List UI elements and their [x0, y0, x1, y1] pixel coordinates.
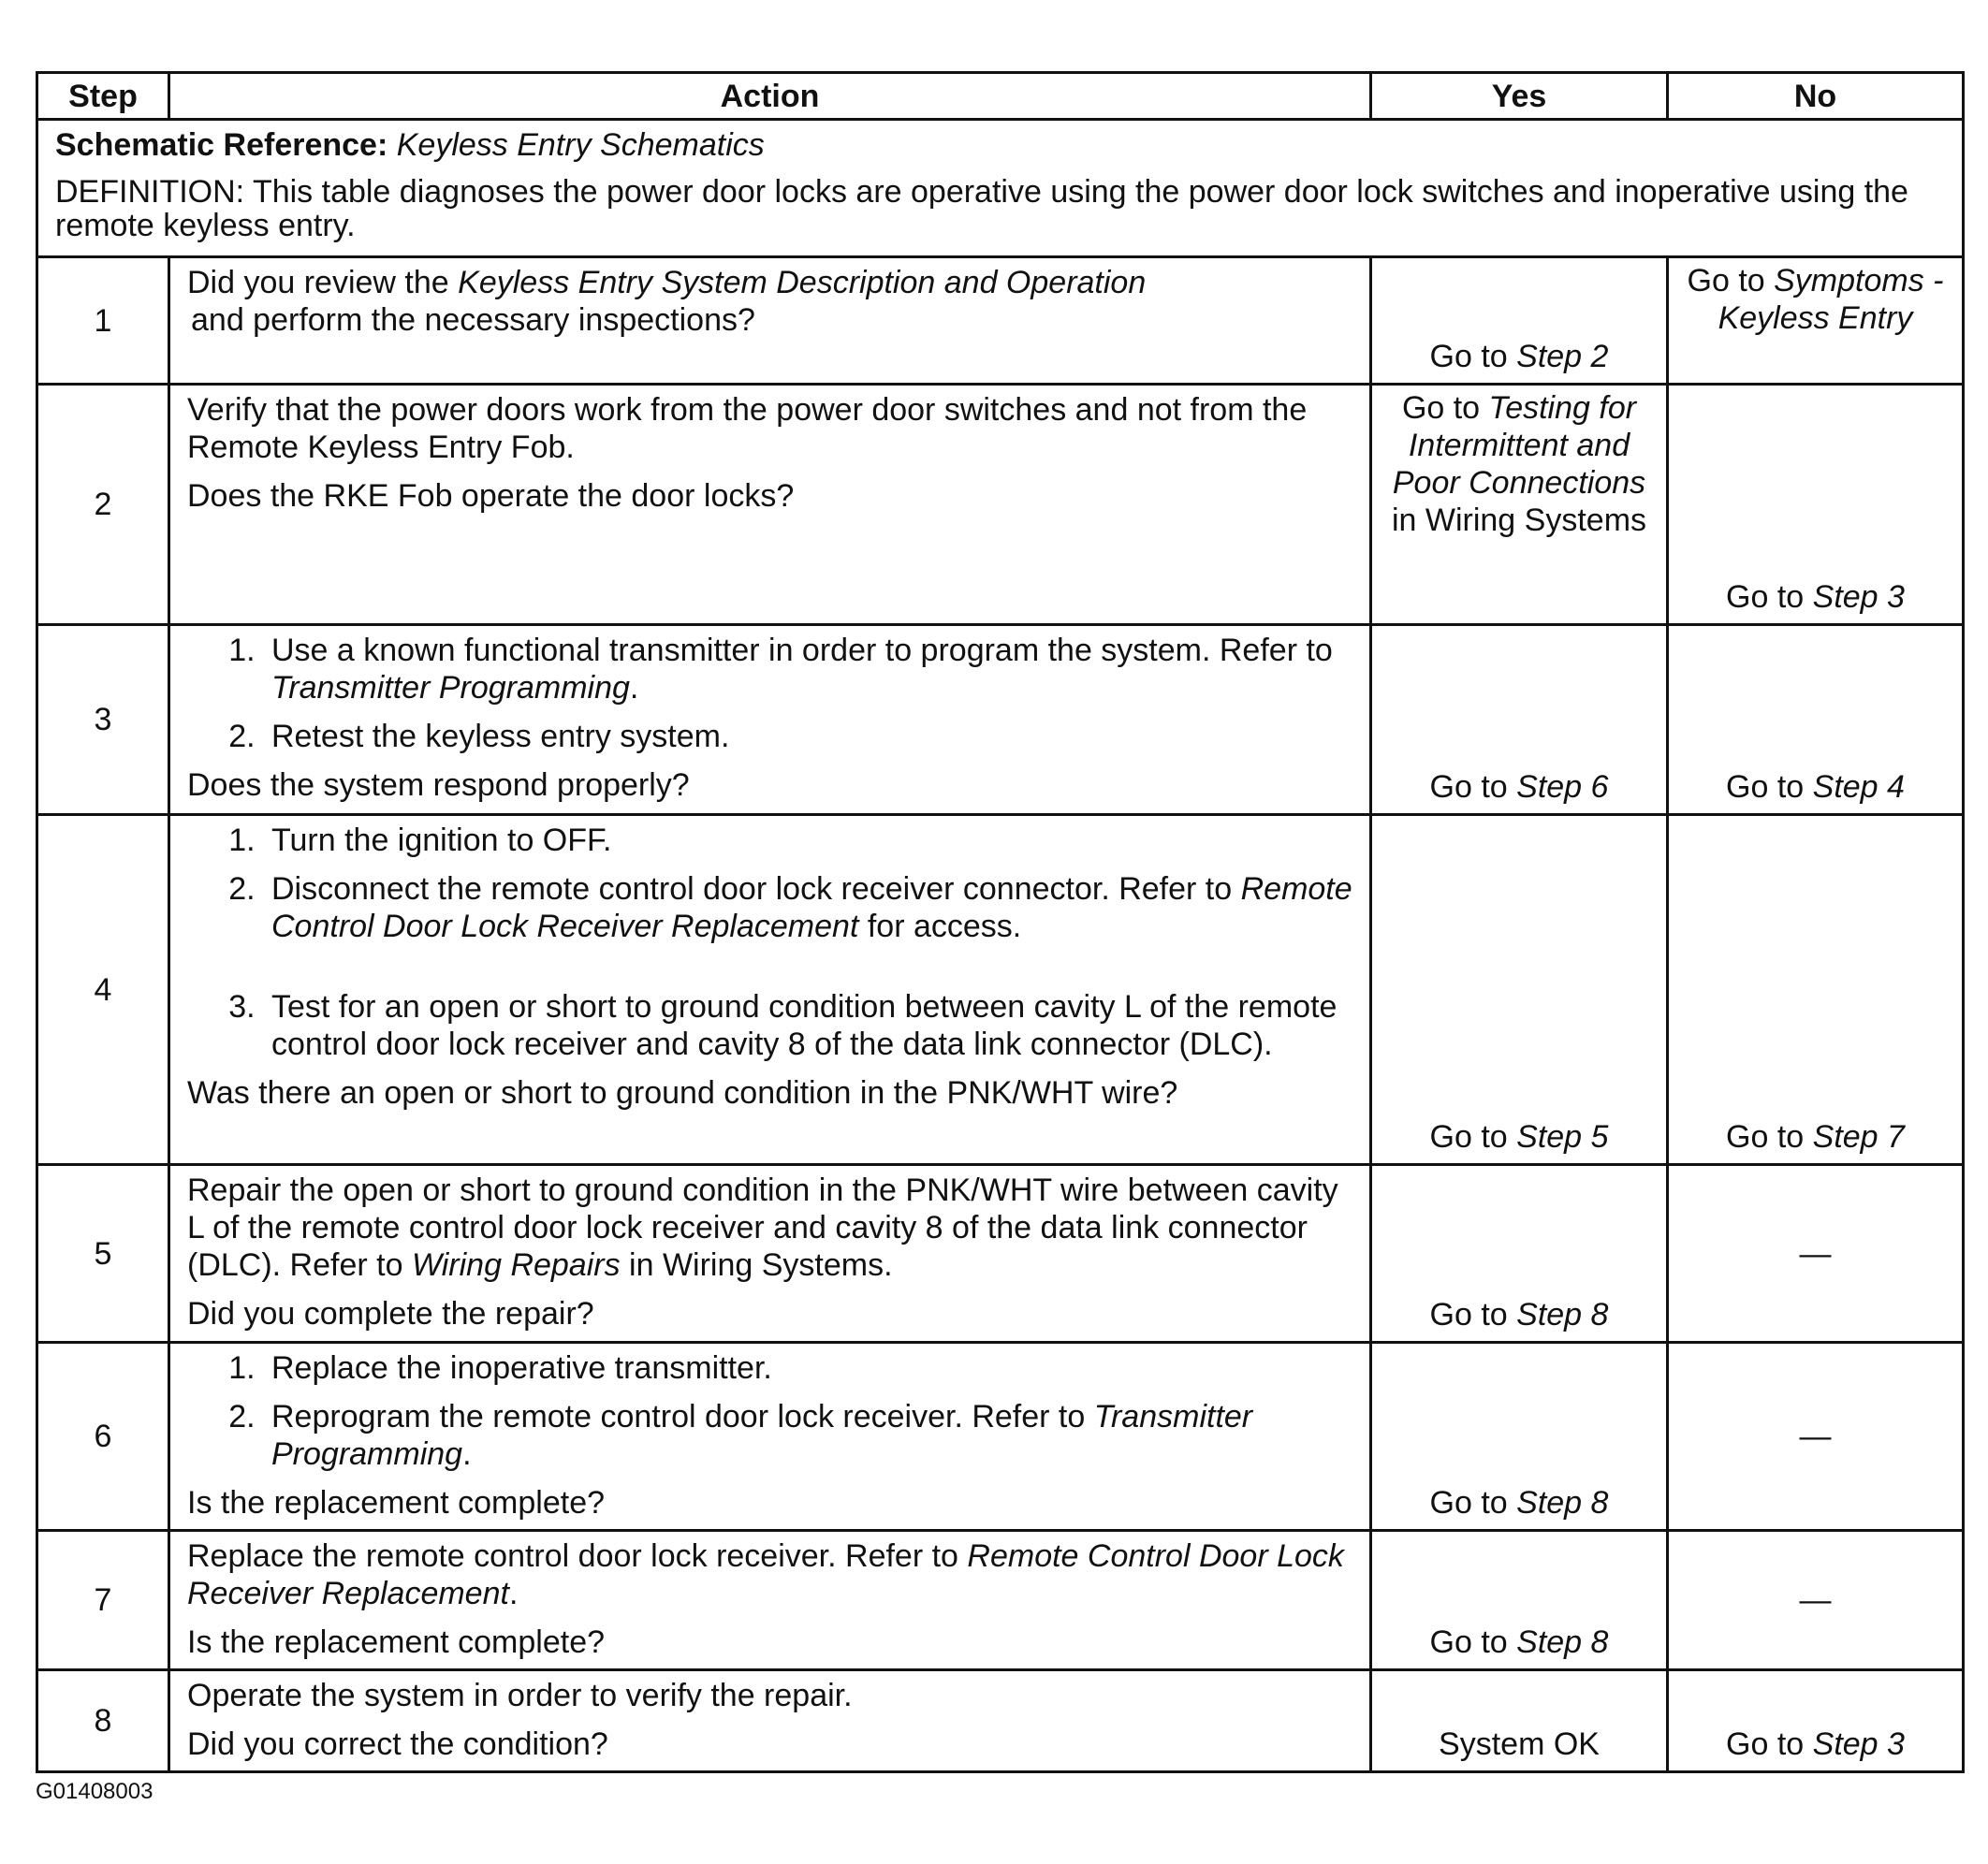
yes-cell [1371, 385, 1668, 625]
action-text-main: Repair the open or short to ground condition in the PNK/WHT wire between cavity L of the remote control door lock receiver and cavity 8 of the data link connector (DLC). Refer to [187, 1172, 1338, 1283]
action-question: Did you complete the repair? [187, 1296, 594, 1332]
action-question: Did you correct the condition? [187, 1726, 608, 1762]
no-step-link[interactable]: Step 4 [1812, 769, 1905, 805]
list-item-end: for access. [858, 909, 1022, 944]
no-prefix: Go to [1687, 263, 1775, 299]
step-number: 1 [37, 257, 169, 385]
list-item [264, 1398, 1358, 1473]
yes-testing-link[interactable]: Testing for Intermittent and Poor Connections [1392, 390, 1646, 501]
no-step-link[interactable]: Step 3 [1812, 579, 1905, 615]
action-cell [169, 257, 1371, 385]
table-row [37, 385, 1964, 625]
yes-step-link[interactable]: Step 2 [1516, 339, 1609, 374]
yes-cell [1371, 1531, 1668, 1670]
header-step: Step [37, 73, 169, 120]
step-number: 8 [37, 1670, 169, 1772]
no-cell [1668, 1531, 1964, 1670]
schematic-reference [55, 126, 1951, 164]
list-item-text: Reprogram the remote control door lock receiver. Refer to [271, 1399, 1094, 1434]
reference-cell [37, 120, 1964, 257]
action-text: Verify that the power doors work from the power door switches and not from the Remote Keyless Entry Fob. [187, 392, 1308, 465]
yes-prefix: Go to [1401, 390, 1489, 426]
list-item-text: Use a known functional transmitter in order to program the system. Refer to [271, 633, 1333, 668]
action-text: Did you review the [187, 265, 459, 300]
no-prefix: Go to [1726, 579, 1813, 615]
list-item-end: . [629, 670, 639, 706]
yes-cell: System OK [1371, 1670, 1668, 1772]
action-question: Does the system respond properly? [187, 767, 690, 803]
no-cell [1668, 625, 1964, 815]
action-cell [169, 1670, 1371, 1772]
action-text-main: Replace the remote control door lock receiver. Refer to [187, 1538, 968, 1574]
list-item: 2. Retest the keyless entry system. [264, 718, 1358, 755]
step-number: 4 [37, 815, 169, 1165]
diagnostic-table [36, 71, 1965, 1773]
no-prefix: Go to [1726, 1726, 1813, 1762]
action-text [187, 1172, 1358, 1284]
action-list [187, 822, 1358, 1063]
no-prefix: Go to [1726, 769, 1813, 805]
action-text-end: in Wiring Systems. [620, 1247, 893, 1283]
no-step-link[interactable]: Step 7 [1812, 1119, 1905, 1155]
action-cell [169, 385, 1371, 625]
action-list [187, 632, 1358, 755]
header-action: Action [169, 73, 1371, 120]
step-number: 5 [37, 1165, 169, 1343]
action-list [187, 1349, 1358, 1473]
action-text [187, 1537, 1358, 1612]
action-text-end: . [508, 1576, 519, 1611]
list-item [264, 632, 1358, 706]
list-item [264, 870, 1358, 945]
yes-prefix: Go to [1429, 339, 1517, 374]
action-cell [169, 1343, 1371, 1531]
yes-prefix: Go to [1429, 1297, 1517, 1332]
no-cell [1668, 257, 1964, 385]
yes-prefix: Go to [1429, 1624, 1517, 1660]
action-cell [169, 1165, 1371, 1343]
table-row [37, 1343, 1964, 1531]
table-row [37, 1670, 1964, 1772]
yes-cell [1371, 257, 1668, 385]
step-number: 6 [37, 1343, 169, 1531]
action-question: Is the replacement complete? [187, 1485, 606, 1521]
list-item: 1. Replace the inoperative transmitter. [264, 1349, 1358, 1387]
action-cell [169, 815, 1371, 1165]
yes-step-link[interactable]: Step 8 [1516, 1624, 1609, 1660]
yes-cell [1371, 1165, 1668, 1343]
receiver-replacement-link[interactable]: Remote Control Door Lock Receiver Replacement [187, 1538, 1344, 1611]
no-symptoms-link[interactable]: Symptoms - Keyless Entry [1718, 263, 1944, 336]
yes-step-link[interactable]: Step 8 [1516, 1485, 1609, 1521]
yes-step-link[interactable]: Step 5 [1516, 1119, 1609, 1155]
figure-id: G01408003 [36, 1779, 153, 1804]
action-text: Operate the system in order to verify the repair. [187, 1678, 853, 1713]
no-step-link[interactable]: Step 3 [1812, 1726, 1905, 1762]
header-yes: Yes [1371, 73, 1668, 120]
no-dash: — [1799, 1235, 1832, 1272]
wiring-repairs-link[interactable]: Wiring Repairs [411, 1247, 621, 1283]
table-row [37, 1531, 1964, 1670]
yes-prefix: Go to [1429, 1119, 1517, 1155]
no-cell [1668, 815, 1964, 1165]
step-number: 2 [37, 385, 169, 625]
schematic-reference-label: Schematic Reference: [55, 127, 388, 163]
action-cell [169, 625, 1371, 815]
no-cell [1668, 1343, 1964, 1531]
header-row [37, 73, 1964, 120]
receiver-replacement-link[interactable]: Remote Control Door Lock Receiver Replacement [271, 871, 1352, 944]
yes-step-link[interactable]: Step 6 [1516, 769, 1609, 805]
action-question: Was there an open or short to ground condition in the PNK/WHT wire? [187, 1075, 1178, 1111]
table-row [37, 257, 1964, 385]
table-row [37, 1165, 1964, 1343]
schematic-reference-link[interactable]: Keyless Entry Schematics [396, 127, 765, 163]
transmitter-programming-link[interactable]: Transmitter Programming [271, 670, 630, 706]
yes-cell [1371, 1343, 1668, 1531]
yes-prefix: Go to [1429, 769, 1517, 805]
action-text-cont: and perform the necessary inspections? [191, 302, 755, 338]
action-reference-link[interactable]: Keyless Entry System Description and Operation [458, 265, 1147, 300]
yes-suffix: in Wiring Systems [1391, 502, 1647, 538]
action-question: Is the replacement complete? [187, 1624, 606, 1660]
yes-prefix: Go to [1429, 1485, 1517, 1521]
no-prefix: Go to [1726, 1119, 1813, 1155]
header-no: No [1668, 73, 1964, 120]
action-question: Does the RKE Fob operate the door locks? [187, 478, 795, 514]
no-cell [1668, 1165, 1964, 1343]
list-item: 3. Test for an open or short to ground condition between cavity L of the remote control door lock receiver and cavity 8 of the data link connector (DLC). [264, 988, 1358, 1063]
definition-text: DEFINITION: This table diagnoses the power door locks are operative using the power door lock switches and inoperative using the remote keyless entry. [55, 174, 1908, 243]
list-item: 1. Turn the ignition to OFF. [264, 822, 1358, 859]
action-cell [169, 1531, 1371, 1670]
yes-cell [1371, 815, 1668, 1165]
list-item-text: Disconnect the remote control door lock receiver connector. Refer to [271, 871, 1241, 907]
no-dash: — [1799, 1419, 1832, 1454]
step-number: 7 [37, 1531, 169, 1670]
no-cell [1668, 385, 1964, 625]
transmitter-programming-link[interactable]: Transmitter Programming [271, 1399, 1253, 1472]
yes-step-link[interactable]: Step 8 [1516, 1297, 1609, 1332]
reference-row [37, 120, 1964, 257]
yes-cell [1371, 625, 1668, 815]
list-item-end: . [462, 1436, 472, 1472]
no-cell [1668, 1670, 1964, 1772]
step-number: 3 [37, 625, 169, 815]
table-row [37, 815, 1964, 1165]
no-dash: — [1799, 1582, 1832, 1618]
table-row [37, 625, 1964, 815]
